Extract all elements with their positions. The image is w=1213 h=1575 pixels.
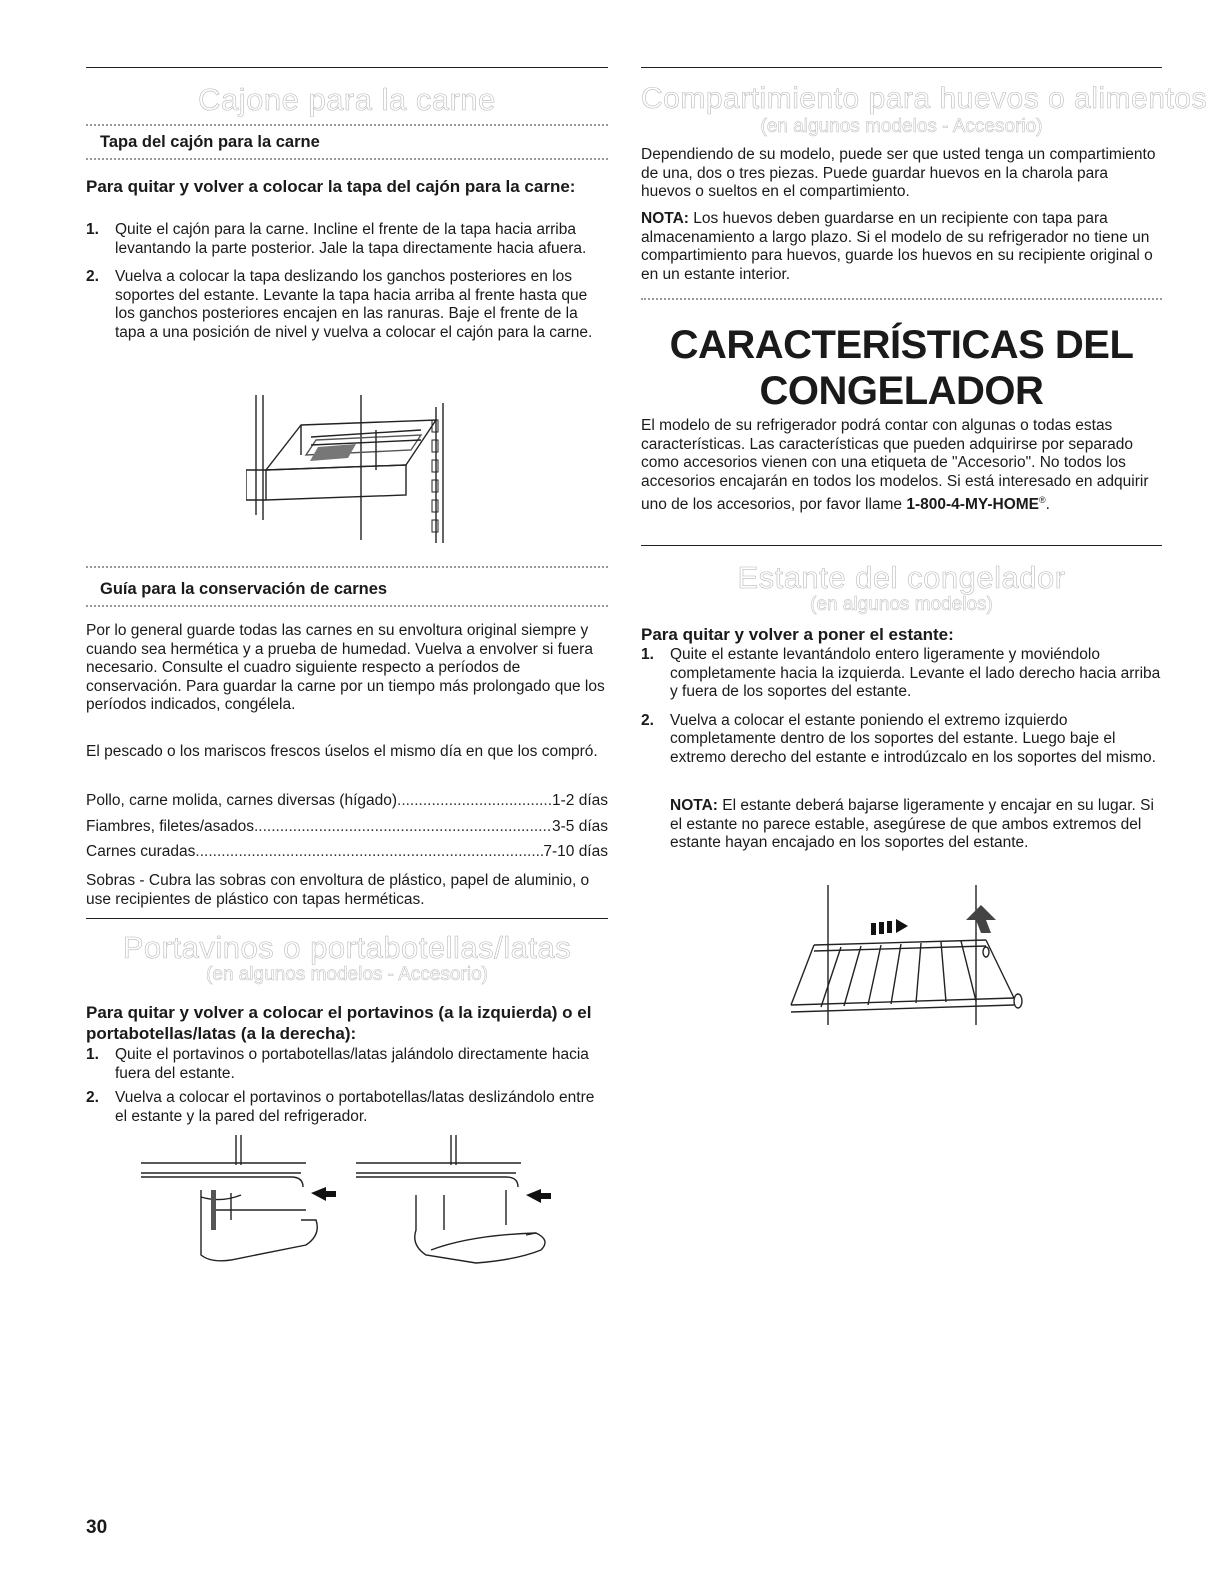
leftovers-paragraph: Sobras - Cubra las sobras con envoltura de plástico, papel de aluminio, o use recipientes de plástico con tapas herméticas. (86, 872, 590, 908)
egg-bin-note (641, 210, 1162, 284)
dotted-divider (86, 566, 608, 568)
step-text: Vuelva a colocar el estante poniendo el extremo izquierdo completamente dentro de los soportes del estante. Luego baje el extremo derecho del estante e introdúzcalo en los soportes del mismo. (670, 711, 1156, 766)
step-number: 2. (86, 268, 99, 286)
meat-drawer-steps (86, 221, 608, 343)
note-text: El estante deberá bajarse ligeramente y encajar en su lugar. Si el estante no parece estable, asegúrese de que ambos extremos del estante hayan encajado en los soportes del estante. (670, 797, 1154, 852)
meat-drawer-title: Cajone para la carne (198, 82, 496, 117)
meat-drawer-cover-heading: Tapa del cajón para la carne (100, 133, 320, 151)
freezer-shelf-note (641, 797, 1162, 853)
meat-guide-heading: Guía para la conservación de carnes (100, 580, 388, 598)
freezer-shelf-subtitle: (en algunos modelos) (810, 594, 993, 615)
egg-bin-subtitle: (en algunos modelos - Accesorio) (760, 116, 1043, 137)
freezer-shelf-steps (641, 646, 1162, 768)
step-text: Quite el cajón para la carne. Incline el frente de la tapa hacia arriba levantando la parte posterior. Jale la tapa directamente hacia afuera. (115, 221, 587, 257)
meat-drawer-instructions-heading: Para quitar y volver a colocar la tapa del cajón para la carne: (86, 177, 576, 196)
section-divider (641, 545, 1162, 546)
seafood-paragraph: El pescado o los mariscos frescos úselos el mismo día en que los compró. (86, 743, 598, 760)
table-row (86, 843, 608, 862)
wine-rack-title: Portavinos o portabotellas/latas (122, 930, 572, 965)
dotted-divider (641, 298, 1162, 300)
page-number: 30 (86, 1517, 108, 1538)
egg-bin-title: Compartimiento para huevos o alimentos (641, 82, 1207, 115)
list-item (86, 1089, 608, 1126)
section-divider (86, 67, 608, 68)
freezer-shelf-illustration (786, 885, 1036, 1035)
step-number: 1. (641, 646, 654, 663)
list-item (641, 646, 1162, 702)
intro-text: El modelo de su refrigerador podrá contar con algunas o todas estas características. Las características que pueden adquirirse por separado como accesorios vienen con una etiqueta de "Accesorio". No todos los accesorios encajarán en todos los modelos. Si está interesado en adquirir uno de los accesorios, por favor llame (641, 417, 1149, 514)
section-divider (86, 918, 608, 919)
section-divider (641, 67, 1162, 68)
step-number: 2. (641, 711, 654, 729)
storage-item: Carnes curadas (86, 843, 196, 861)
dotted-divider (86, 605, 608, 607)
note-label: NOTA: (641, 210, 689, 227)
title-line: CONGELADOR (759, 369, 1044, 413)
step-text: Quite el estante levantándolo entero ligeramente y moviéndolo completamente hacia la izquierda. Levante el lado derecho hacia arriba y fuera de los soportes del estante. (670, 646, 1161, 701)
freezer-shelf-instructions-heading: Para quitar y volver a poner el estante: (641, 625, 954, 644)
title-line: CARACTERÍSTICAS DEL (669, 323, 1134, 367)
storage-table (86, 792, 608, 862)
meat-guide-paragraph: Por lo general guarde todas las carnes en su envoltura original siempre y cuando sea hermética y a prueba de humedad. Vuelva a envolver si fuera necesario. Consulte el cuadro siguiente respecto a períodos de conservación. Para guardar la carne por un tiempo más prolongado que los períodos indicados, congélela. (86, 622, 605, 714)
step-number: 1. (86, 1046, 99, 1063)
step-number: 2. (86, 1089, 99, 1107)
egg-bin-paragraph: Dependiendo de su modelo, puede ser que usted tenga un compartimiento de una, dos o tres piezas. Puede guardar huevos en la charola para huevos o sueltos en el compartimiento. (641, 146, 1156, 201)
dotted-divider (86, 158, 608, 160)
step-number: 1. (86, 221, 99, 238)
list-item (86, 221, 608, 258)
list-item (641, 712, 1162, 768)
step-text: Vuelva a colocar el portavinos o portabotellas/latas deslizándolo entre el estante y la pared del refrigerador. (115, 1089, 595, 1125)
meat-drawer-illustration (246, 395, 451, 545)
wine-rack-steps (86, 1046, 608, 1126)
storage-time: 1-2 días (551, 792, 608, 809)
wine-rack-illustration (141, 1135, 336, 1265)
list-item (86, 1046, 608, 1083)
dotted-divider (86, 124, 608, 126)
freezer-shelf-title: Estante del congelador (737, 560, 1066, 595)
freezer-intro (641, 417, 1162, 515)
phone-number: 1-800-4-MY-HOME (906, 496, 1040, 514)
table-row (86, 792, 608, 811)
list-item (86, 268, 608, 342)
storage-time: 7-10 días (543, 843, 608, 861)
step-text: Vuelva a colocar la tapa deslizando los ganchos posteriores en los soportes del estante. Levante la tapa hacia arriba al frente hasta que los ganchos posteriores encajen en las ranuras. Baje el frente de la tapa a una posición de nivel y vuelva a colocar el cajón para la carne. (115, 268, 593, 341)
freezer-features-title (641, 322, 1162, 414)
storage-item: Pollo, carne molida, carnes diversas (hígado) (86, 792, 398, 809)
step-text: Quite el portavinos o portabotellas/latas jalándolo directamente hacia fuera del estante. (115, 1046, 589, 1082)
wine-rack-instructions-heading: Para quitar y volver a colocar el portavinos (a la izquierda) o el portabotellas/latas (a la derecha): (86, 1003, 592, 1043)
intro-end: . (1045, 496, 1050, 514)
table-row (86, 818, 608, 837)
note-label: NOTA: (670, 797, 718, 814)
wine-rack-subtitle: (en algunos modelos - Accesorio) (206, 964, 488, 985)
note-text: Los huevos deben guardarse en un recipiente con tapa para almacenamiento a largo plazo. Si el modelo de su refrigerador no tiene un compartimiento para huevos, guarde los huevos en su recipiente original o en un estante interior. (641, 210, 1153, 283)
registered-mark: ® (1039, 495, 1046, 506)
storage-item: Fiambres, filetes/asados (86, 817, 254, 835)
storage-time: 3-5 días (551, 817, 608, 835)
can-rack-illustration (356, 1135, 561, 1265)
